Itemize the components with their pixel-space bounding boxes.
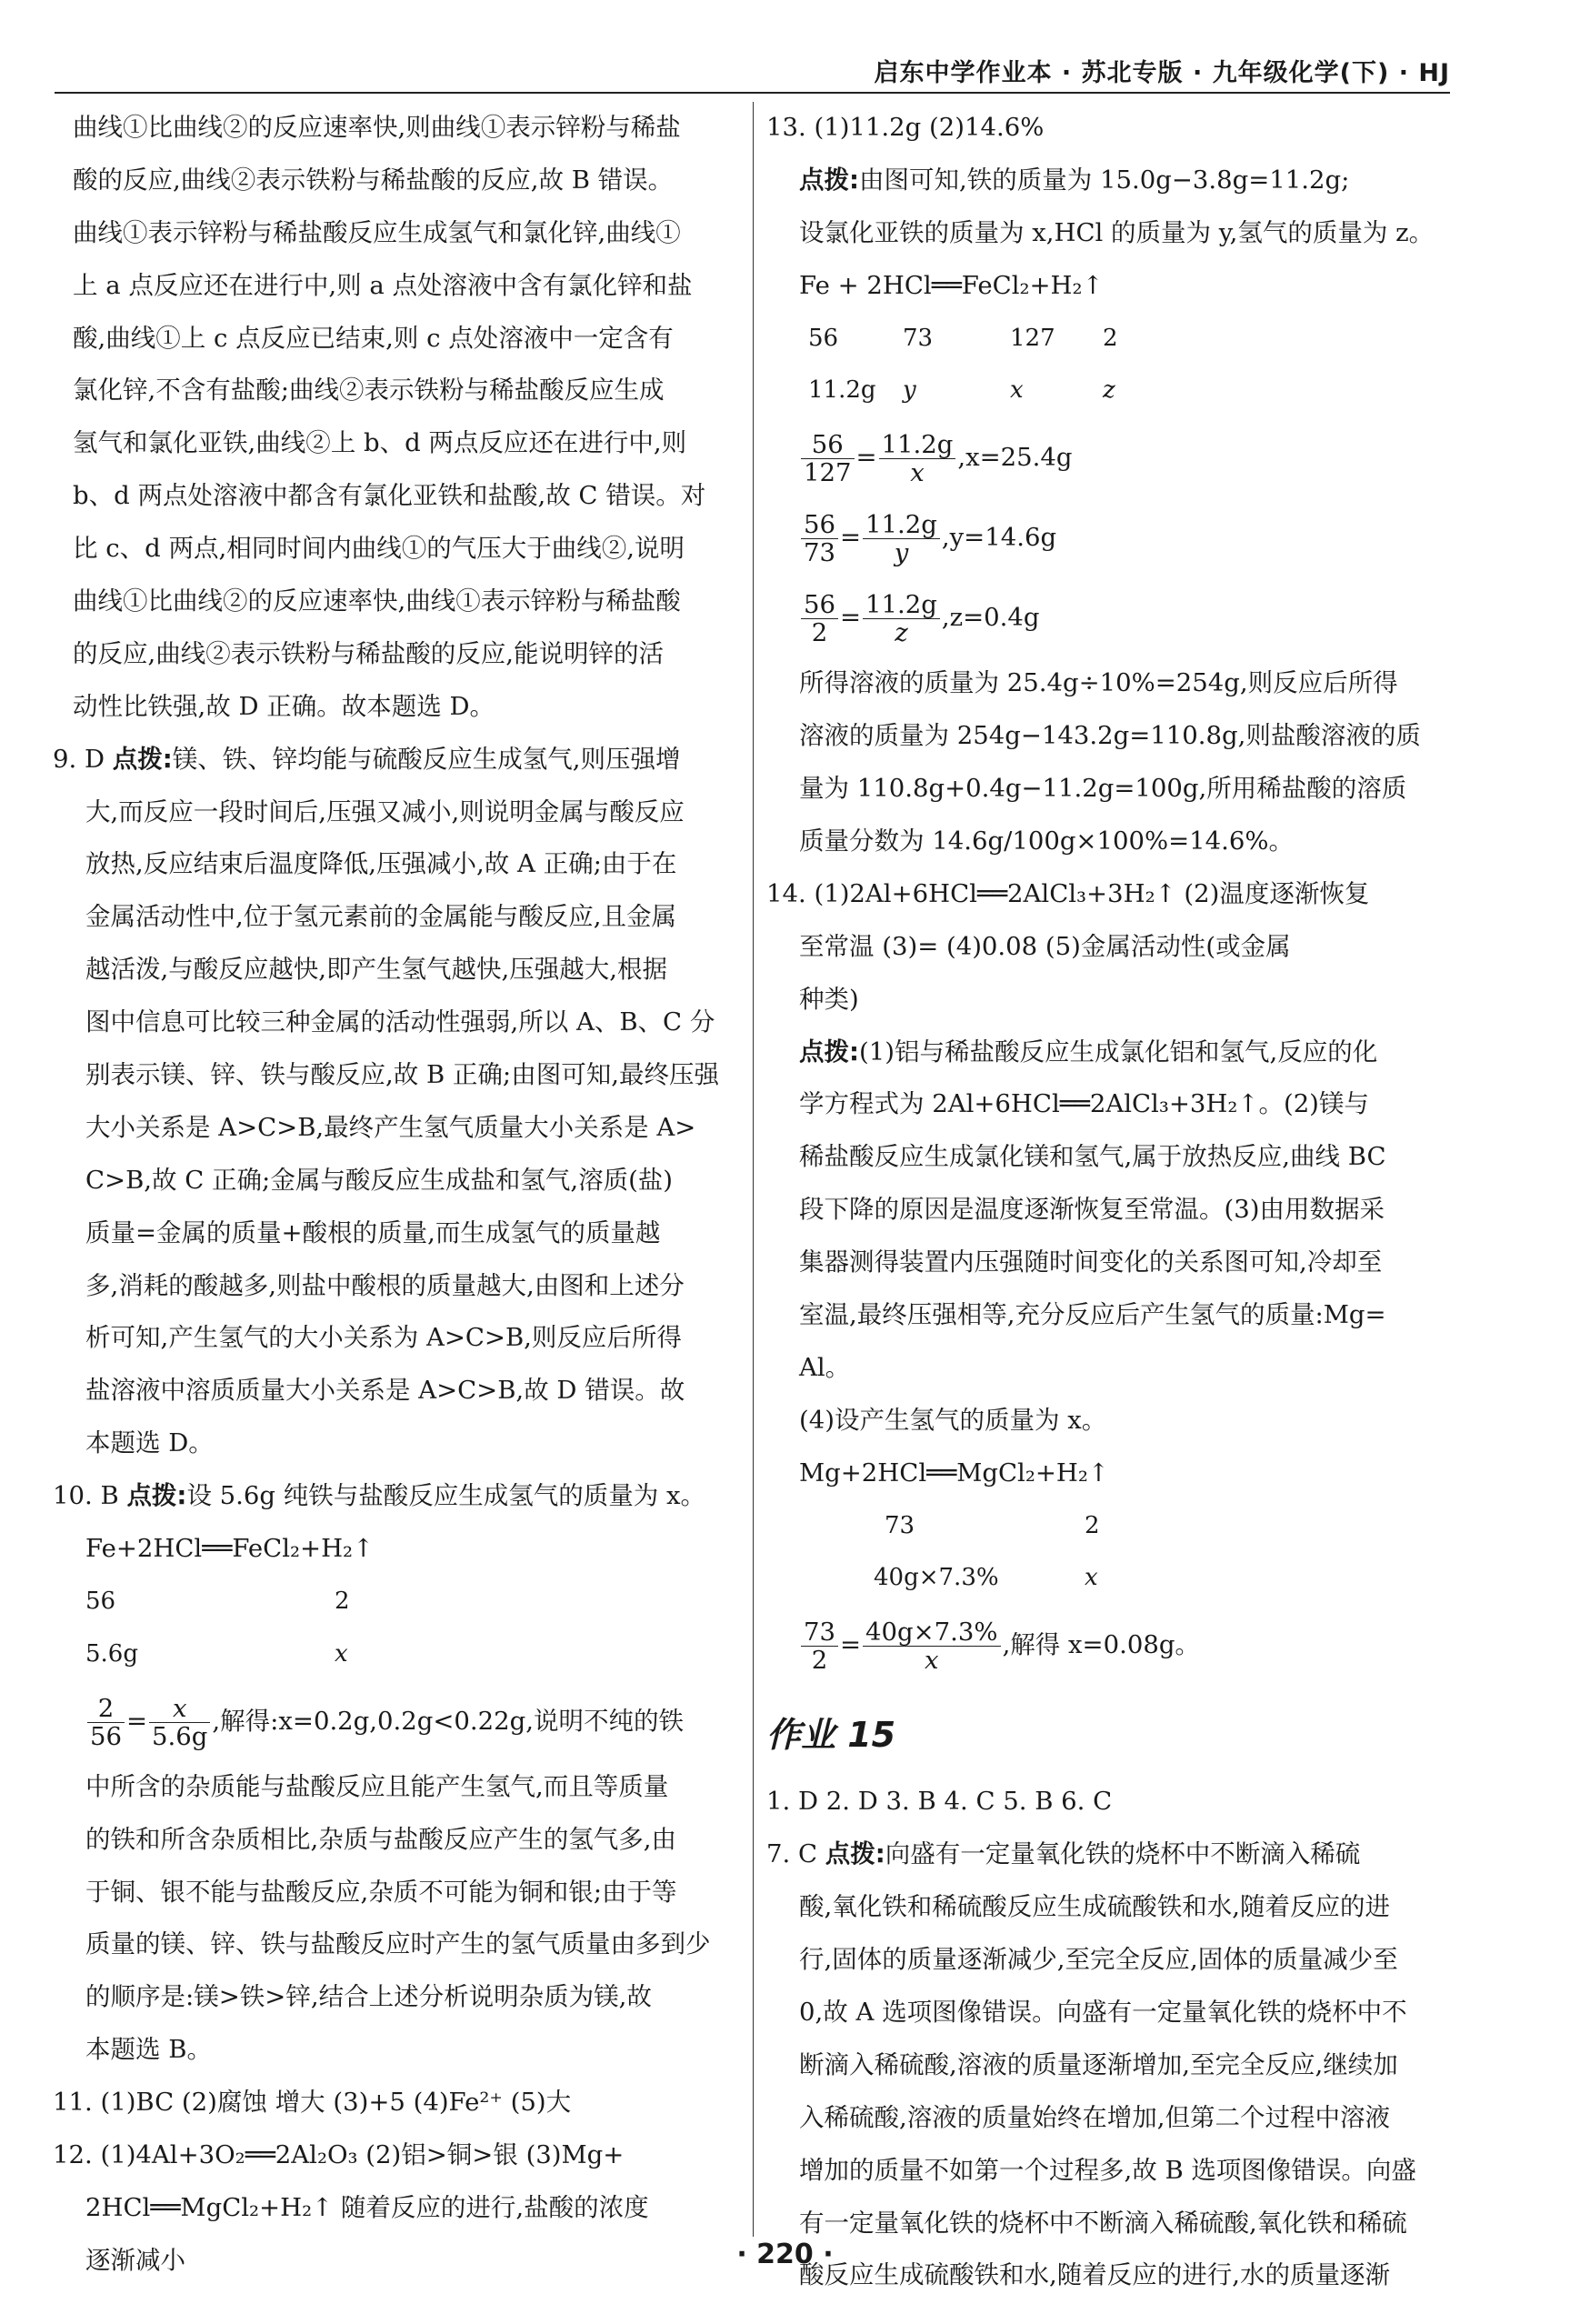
equation-row <box>766 313 1439 366</box>
text-line: 质量=金属的质量+酸根的质量,而生成氢气的质量越 <box>85 1217 661 1247</box>
cell: 2 <box>1103 324 1118 352</box>
cell: x <box>1085 1564 1098 1592</box>
cell: z <box>1103 376 1115 405</box>
text-line: 越活泼,与酸反应越快,即产生氢气越快,压强越大,根据 <box>85 955 667 985</box>
question-number: 9. D <box>53 744 105 774</box>
answer-list: 1. D 2. D 3. B 4. C 5. B 6. C <box>766 1787 1113 1817</box>
denominator: 73 <box>804 538 835 568</box>
result: ,y=14.6g <box>941 523 1057 553</box>
result: ,解得 x=0.08g。 <box>1002 1630 1200 1660</box>
text-line: 中所含的杂质能与盐酸反应且能产生氢气,而且等质量 <box>85 1771 669 1801</box>
cell: 56 <box>808 324 839 352</box>
text-line: 金属活动性中,位于氢元素前的金属能与酸反应,且金属 <box>85 902 676 932</box>
fraction <box>149 1695 210 1750</box>
text-line: 动性比铁强,故 D 正确。故本题选 D。 <box>73 691 495 721</box>
numerator: 11.2g <box>879 431 956 459</box>
numerator: x <box>149 1695 210 1723</box>
text-line: 曲线①表示锌粉与稀盐酸反应生成氢气和氯化锌,曲线① <box>73 217 681 247</box>
fraction <box>801 591 838 646</box>
denominator: y <box>894 538 909 568</box>
denominator: x <box>910 458 925 488</box>
text-line: C>B,故 C 正确;金属与酸反应生成盐和氢气,溶质(盐) <box>85 1165 674 1195</box>
text-line: 曲线①比曲线②的反应速率快,则曲线①表示锌粉与稀盐 <box>73 113 681 142</box>
question-10 <box>53 1470 725 1523</box>
denominator: 127 <box>804 458 852 488</box>
chem-equation: Fe + 2HCl══FeCl₂+H₂↑ <box>799 270 1104 300</box>
hint-line <box>766 1027 1439 1079</box>
text-line: 所得溶液的质量为 25.4g÷10%=254g,则反应后所得 <box>799 668 1398 698</box>
page-number: · 220 · <box>736 2239 834 2270</box>
fraction <box>863 1618 1001 1674</box>
text-line: 比 c、d 两点,相同时间内曲线①的气压大于曲线②,说明 <box>73 534 685 564</box>
chem-equation: Fe+2HCl══FeCl₂+H₂↑ <box>85 1534 375 1564</box>
denominator: z <box>895 618 908 648</box>
cell: 11.2g <box>808 376 876 405</box>
text-line: 于铜、银不能与盐酸反应,杂质不可能为铜和银;由于等 <box>85 1877 677 1907</box>
text-line: 盐溶液中溶质质量大小关系是 A>C>B,故 D 错误。故 <box>85 1376 685 1406</box>
text-line: 的顺序是:镁>铁>锌,结合上述分析说明杂质为镁,故 <box>85 1982 652 2012</box>
text-line: 图中信息可比较三种金属的活动性强弱,所以 A、B、C 分 <box>85 1007 715 1037</box>
text-line: 酸,氧化铁和稀硫酸反应生成硫酸铁和水,随着反应的进 <box>799 1892 1390 1922</box>
text-line: 有一定量氧化铁的烧杯中不断滴入稀硫酸,氧化铁和稀硫 <box>799 2208 1407 2238</box>
cell: x <box>335 1639 348 1668</box>
fraction <box>801 511 838 566</box>
text: 设 5.6g 纯铁与盐酸反应生成氢气的质量为 x。 <box>186 1481 706 1511</box>
text-line: b、d 两点处溶液中都含有氯化亚铁和盐酸,故 C 错误。对 <box>73 481 706 511</box>
text: 由图可知,铁的质量为 15.0g−3.8g=11.2g; <box>859 165 1350 195</box>
text-line: 增加的质量不如第一个过程多,故 B 选项图像错误。向盛 <box>799 2155 1416 2185</box>
hint-line <box>766 155 1439 207</box>
text-line: 稀盐酸反应生成氯化镁和氢气,属于放热反应,曲线 BC <box>799 1142 1386 1172</box>
fraction <box>863 511 940 566</box>
question-14: 14. (1)2Al+6HCl══2AlCl₃+3H₂↑ (2)温度逐渐恢复 <box>766 878 1370 908</box>
equation-row <box>53 1576 725 1628</box>
text-line: 的铁和所含杂质相比,杂质与盐酸反应产生的氢气多,由 <box>85 1824 676 1854</box>
section-heading: 作业 15 <box>766 1715 896 1756</box>
text-line: 量为 110.8g+0.4g−11.2g=100g,所用稀盐酸的溶质 <box>799 774 1407 804</box>
text-line: 本题选 B。 <box>85 2035 212 2065</box>
cell: y <box>903 376 916 405</box>
text-line: 溶液的质量为 254g−143.2g=110.8g,则盐酸溶液的质 <box>799 721 1421 751</box>
fraction-line: $\frac{56}{73}$ = $\frac{11.2g}{y}$ ,y=14.6g <box>766 497 1439 577</box>
cell: 2 <box>1085 1511 1100 1539</box>
fraction-line: $\frac{56}{2}$ = $\frac{11.2g}{z}$ ,z=0.4g <box>766 577 1439 657</box>
numerator: 40g×7.3% <box>863 1618 1001 1647</box>
numerator: 11.2g <box>863 511 940 539</box>
left-column <box>53 102 725 2288</box>
denominator: x <box>925 1646 939 1676</box>
text-line: 酸反应生成硫酸铁和水,随着反应的进行,水的质量逐渐 <box>799 2260 1390 2290</box>
denominator: 5.6g <box>152 1721 208 1751</box>
equation-row <box>53 1628 725 1681</box>
text-line: 曲线①比曲线②的反应速率快,曲线①表示锌粉与稀盐酸 <box>73 586 681 616</box>
fraction <box>801 431 855 486</box>
text-line: 段下降的原因是温度逐渐恢复至常温。(3)由用数据采 <box>799 1195 1385 1225</box>
text-line: 氯化锌,不含有盐酸;曲线②表示铁粉与稀盐酸反应生成 <box>73 376 665 406</box>
question-number: 10. B <box>53 1481 119 1511</box>
text-line: 本题选 D。 <box>85 1428 214 1458</box>
text-line: 设氯化亚铁的质量为 x,HCl 的质量为 y,氢气的质量为 z。 <box>799 217 1435 247</box>
text-line: 断滴入稀硫酸,溶液的质量逐渐增加,至完全反应,继续加 <box>799 2049 1398 2079</box>
question-9 <box>53 734 725 786</box>
text-line: 质量分数为 14.6g/100g×100%=14.6%。 <box>799 826 1294 856</box>
cell: 56 <box>85 1587 116 1615</box>
fraction <box>801 1618 838 1674</box>
text-line: 大小关系是 A>C>B,最终产生氢气质量大小关系是 A> <box>85 1112 696 1142</box>
equation-row <box>766 1500 1439 1553</box>
fraction <box>87 1695 125 1750</box>
text-line: (4)设产生氢气的质量为 x。 <box>799 1405 1107 1435</box>
cell: x <box>1010 376 1024 405</box>
numerator: 56 <box>801 591 838 619</box>
result: ,x=25.4g <box>957 443 1073 473</box>
text-line: 上 a 点反应还在进行中,则 a 点处溶液中含有氯化锌和盐 <box>73 270 693 300</box>
question-12: 12. (1)4Al+3O₂══2Al₂O₃ (2)铝>铜>银 (3)Mg+ <box>53 2139 625 2169</box>
text-line: 室温,最终压强相等,充分反应后产生氢气的质量:Mg= <box>799 1300 1386 1330</box>
text-line: 质量的镁、锌、铁与盐酸反应时产生的氢气质量由多到少 <box>85 1929 711 1959</box>
fraction-line: $\frac{56}{127}$ = $\frac{11.2g}{x}$ ,x=25.4g <box>766 417 1439 497</box>
question-13: 13. (1)11.2g (2)14.6% <box>766 113 1045 142</box>
question-11: 11. (1)BC (2)腐蚀 增大 (3)+5 (4)Fe²⁺ (5)大 <box>53 2088 572 2118</box>
text-line: 至常温 (3)= (4)0.08 (5)金属活动性(或金属 <box>799 931 1291 961</box>
fraction-line: $\frac{2}{56}$ = $\frac{x}{5.6g}$ ,解得:x=0.2g,0.2g<0.22g,说明不纯的铁 <box>53 1681 725 1761</box>
text-line: 酸的反应,曲线②表示铁粉与稀盐酸的反应,故 B 错误。 <box>73 165 674 195</box>
text: ,解得:x=0.2g,0.2g<0.22g,说明不纯的铁 <box>212 1706 684 1736</box>
text-line: 0,故 A 选项图像错误。向盛有一定量氧化铁的烧杯中不 <box>799 1997 1407 2027</box>
text-line: 析可知,产生氢气的大小关系为 A>C>B,则反应后所得 <box>85 1323 682 1353</box>
chem-equation: Mg+2HCl══MgCl₂+H₂↑ <box>799 1458 1109 1488</box>
cell: 5.6g <box>85 1639 138 1668</box>
denominator: 56 <box>90 1721 122 1751</box>
text-line: 行,固体的质量逐渐减少,至完全反应,固体的质量减少至 <box>799 1945 1398 1975</box>
text-line: 入稀硫酸,溶液的质量始终在增加,但第二个过程中溶液 <box>799 2102 1390 2132</box>
text: 向盛有一定量氧化铁的烧杯中不断滴入稀硫 <box>885 1839 1361 1869</box>
hint-label: 点拨: <box>799 1037 859 1067</box>
text-line: 的反应,曲线②表示铁粉与稀盐酸的反应,能说明锌的活 <box>73 638 664 668</box>
question-7 <box>766 1828 1439 1881</box>
numerator: 2 <box>87 1695 125 1723</box>
denominator: 2 <box>811 618 828 648</box>
numerator: 11.2g <box>863 591 940 619</box>
numerator: 73 <box>801 1618 838 1647</box>
numerator: 56 <box>801 511 838 539</box>
equation-row <box>766 365 1439 417</box>
result: ,z=0.4g <box>941 603 1040 633</box>
text-line: 学方程式为 2Al+6HCl══2AlCl₃+3H₂↑。(2)镁与 <box>799 1089 1369 1119</box>
text-line: 大,而反应一段时间后,压强又减小,则说明金属与酸反应 <box>85 796 685 826</box>
text-line: 酸,曲线①上 c 点反应已结束,则 c 点处溶液中一定含有 <box>73 323 674 353</box>
fraction <box>879 431 956 486</box>
text-line: 氢气和氯化亚铁,曲线②上 b、d 两点反应还在进行中,则 <box>73 428 687 458</box>
denominator: 2 <box>811 1646 828 1676</box>
text-line: 放热,反应结束后温度降低,压强减小,故 A 正确;由于在 <box>85 849 677 879</box>
equation-row <box>766 1552 1439 1605</box>
text-line: 逐渐减小 <box>85 2245 185 2275</box>
text-line: 集器测得装置内压强随时间变化的关系图可知,冷却至 <box>799 1247 1383 1277</box>
text: 镁、铁、锌均能与硫酸反应生成氢气,则压强增 <box>172 744 681 774</box>
text-line: 种类) <box>799 984 859 1014</box>
text-line: 2HCl══MgCl₂+H₂↑ 随着反应的进行,盐酸的浓度 <box>85 2192 649 2222</box>
text-line: Al。 <box>799 1352 851 1382</box>
hint-label: 点拨: <box>799 165 859 195</box>
hint-label: 点拨: <box>112 744 173 774</box>
cell: 73 <box>903 324 934 352</box>
hint-label: 点拨: <box>825 1839 885 1869</box>
cell: 2 <box>335 1587 350 1615</box>
right-column <box>766 102 1439 2302</box>
cell: 73 <box>885 1511 915 1539</box>
fraction-line: $\frac{73}{2}$ = $\frac{40g\times 7.3\%}{x}$ ,解得 x=0.08g。 <box>766 1605 1439 1685</box>
cell: 40g×7.3% <box>874 1564 999 1592</box>
column-divider <box>753 102 754 2237</box>
fraction <box>863 591 940 646</box>
running-header: 启东中学作业本 · 苏北专版 · 九年级化学(下) · HJ <box>874 59 1450 87</box>
question-number: 7. C <box>766 1839 818 1869</box>
text-line: 别表示镁、锌、铁与酸反应,故 B 正确;由图可知,最终压强 <box>85 1060 719 1090</box>
numerator: 56 <box>801 431 855 459</box>
cell: 127 <box>1010 324 1055 352</box>
hint-label: 点拨: <box>126 1481 187 1511</box>
text: (1)铝与稀盐酸反应生成氯化铝和氢气,反应的化 <box>859 1037 1378 1067</box>
text-line: 多,消耗的酸越多,则盐中酸根的质量越大,由图和上述分 <box>85 1270 685 1300</box>
header-rule <box>55 92 1450 94</box>
